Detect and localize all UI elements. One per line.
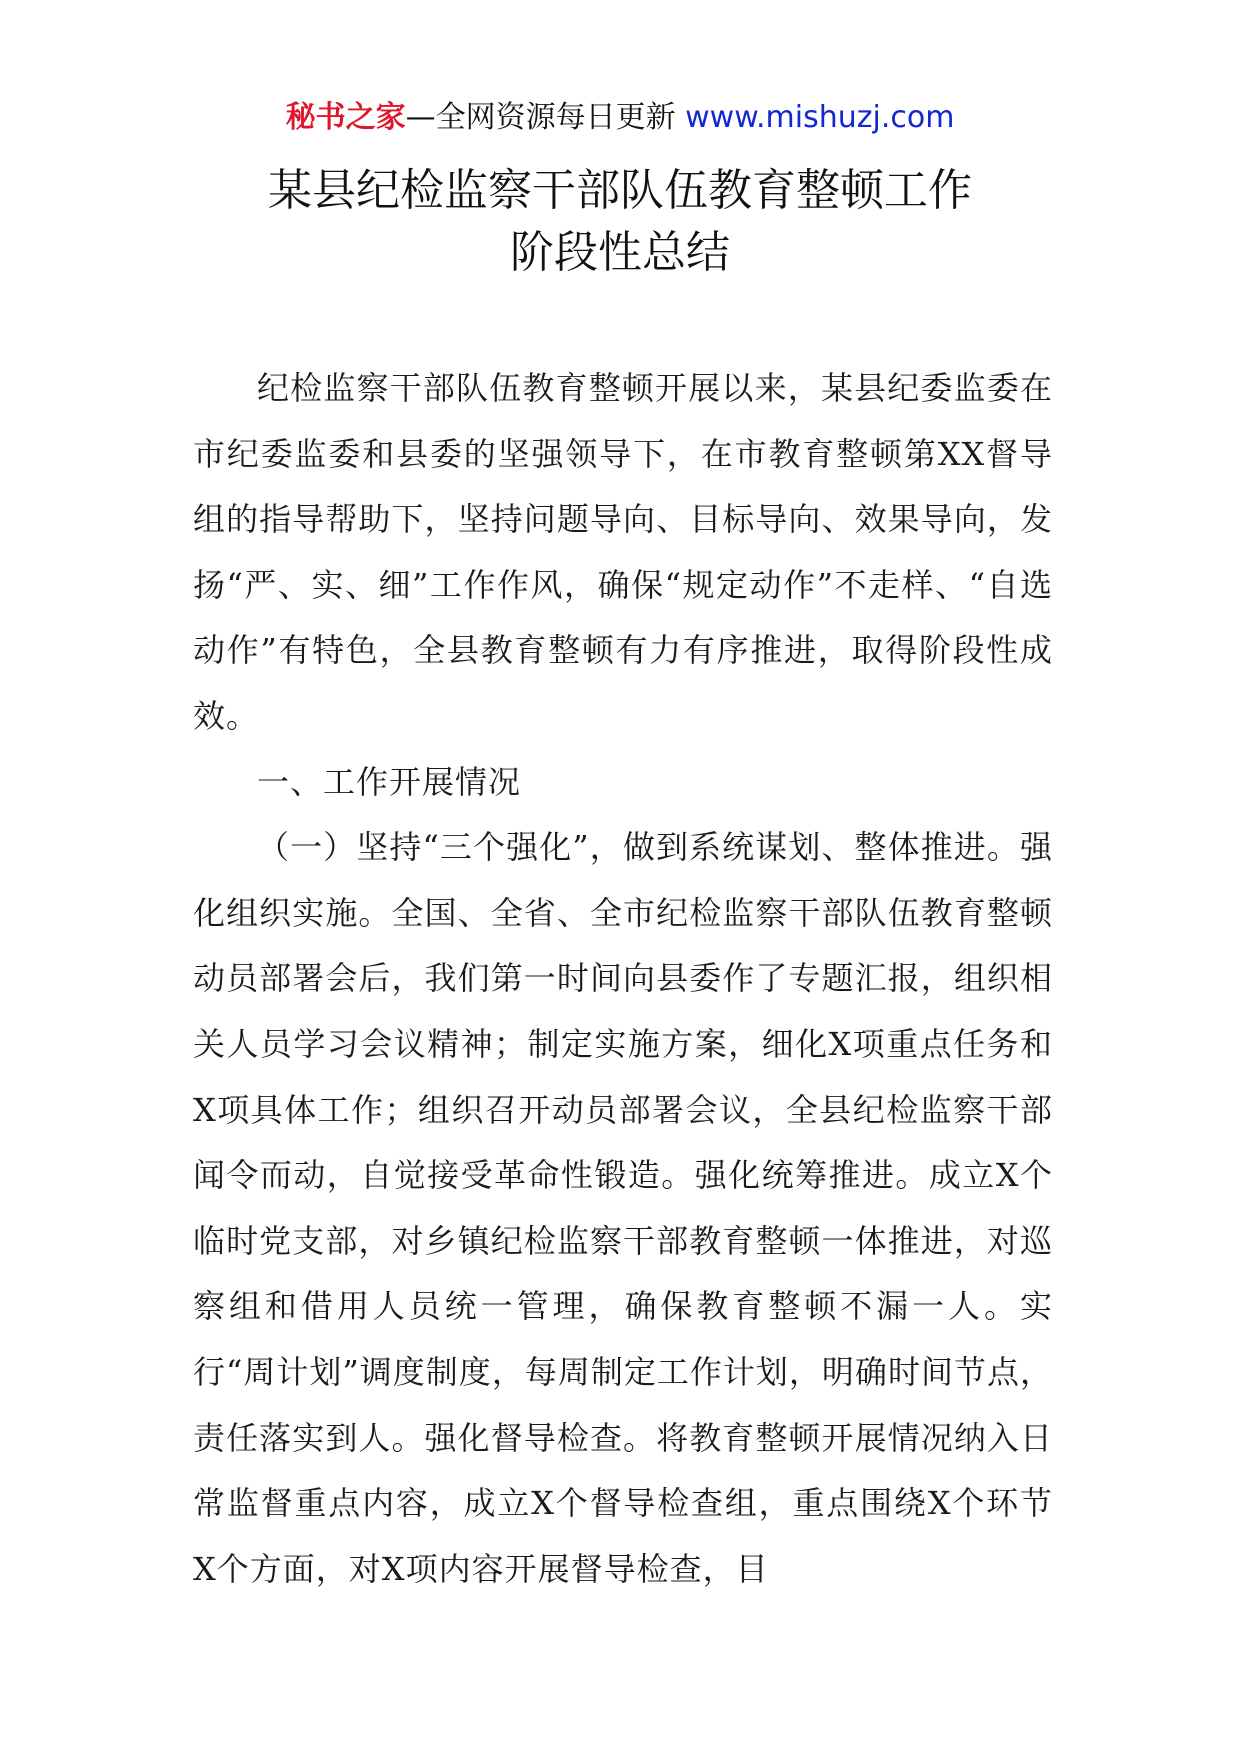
banner-brand: 秘书之家	[285, 100, 406, 135]
paragraph-intro: 纪检监察干部队伍教育整顿开展以来，某县纪委监委在市纪委监委和县委的坚强领导下，在市教育整顿第XX督导组的指导帮助下，坚持问题导向、目标导向、效果导向，发扬“严、实、细”工作作风，确保“规定动作”不走样、“自选动作”有特色，全县教育整顿有力有序推进，取得阶段性成效。	[193, 369, 1053, 735]
title-line-2: 阶段性总结	[510, 227, 730, 278]
banner-url-link[interactable]: www.mishuzj.com	[685, 100, 955, 135]
banner-tagline: —全网资源每日更新	[405, 100, 676, 135]
section-heading: 一、工作开展情况	[257, 762, 522, 801]
paragraph-section-1: （一）坚持“三个强化”，做到系统谋划、整体推进。强化组织实施。全国、全省、全市纪检监察干部队伍教育整顿动员部署会后，我们第一时间向县委作了专题汇报，组织相关人员学习会议精神；制定实施方案，细化X项重点任务和X项具体工作；组织召开动员部署会议，全县纪检监察干部闻令而动，自觉接受革命性锻造。强化统筹推进。成立X个临时党支部，对乡镇纪检监察干部教育整顿一体推进，对巡察组和借用人员统一管理，确保教育整顿不漏一人。实行“周计划”调度制度，每周制定工作计划，明确时间节点，责任落实到人。强化督导检查。将教育整顿开展情况纳入日常监督重点内容，成立X个督导检查组，重点围绕X个环节X个方面，对X项内容开展督导检查，目	[193, 828, 1053, 1588]
document-title	[0, 160, 1240, 284]
site-banner	[0, 98, 1240, 138]
document-body	[193, 356, 1053, 1602]
title-line-1: 某县纪检监察干部队伍教育整顿工作	[268, 165, 972, 216]
